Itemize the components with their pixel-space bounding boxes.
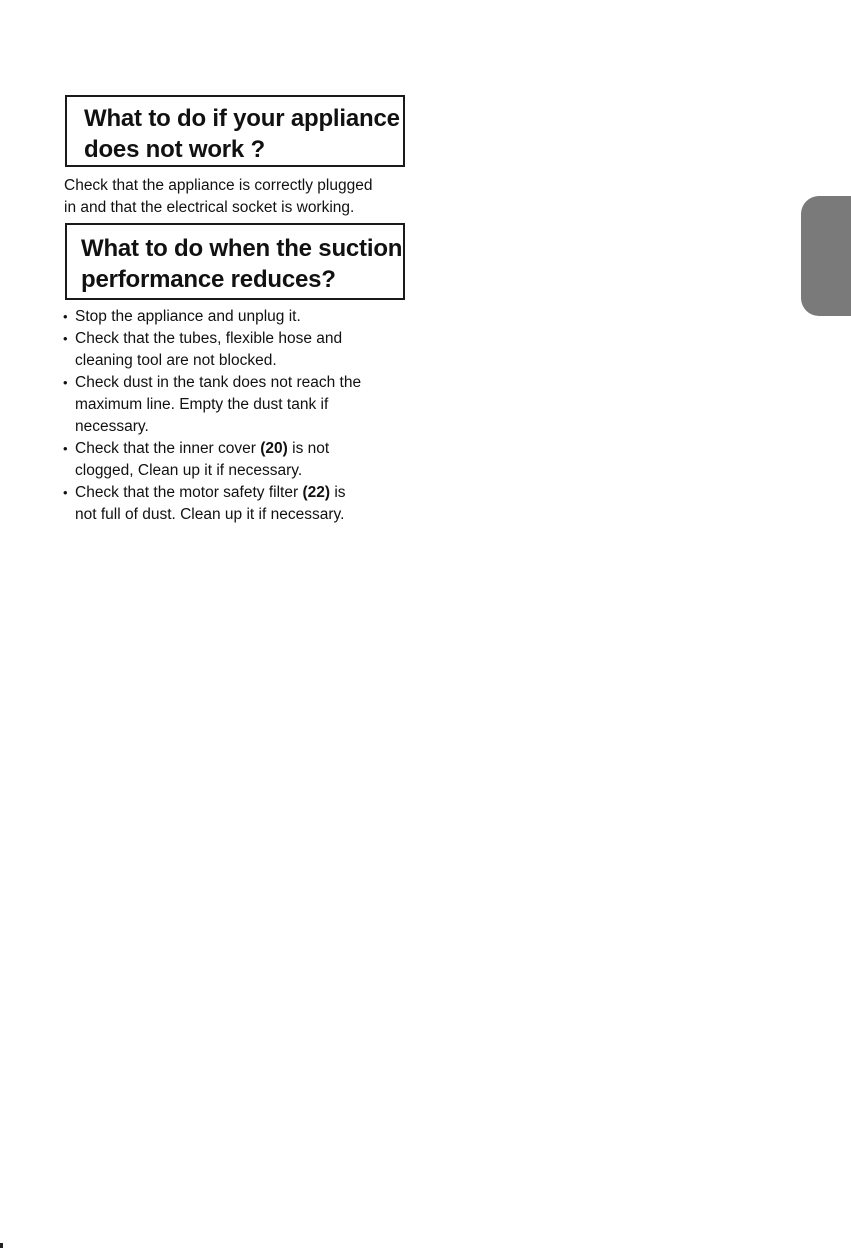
text-segment: is not [287, 440, 330, 457]
list-item-text: Check that the tubes, flexible hose and [75, 330, 343, 347]
list-item [63, 438, 423, 482]
heading-line: What to do when the suction [81, 235, 403, 262]
heading-line: What to do if your appliance [84, 105, 400, 132]
list-item-text: not full of dust. Clean up it if necessary. [75, 506, 345, 523]
heading-line: performance reduces? [81, 266, 336, 293]
list-item-text: clogged, Clean up it if necessary. [75, 462, 303, 479]
list-item [63, 372, 423, 438]
list-item [63, 328, 423, 372]
bullet-marker: • [63, 375, 68, 390]
text-segment: Check that the inner cover [75, 440, 261, 457]
list-item-text [75, 482, 423, 504]
list-item-text: necessary. [75, 418, 149, 435]
heading-box-not-working [65, 95, 405, 167]
text-segment: Check that the motor safety filter [75, 484, 303, 501]
part-reference: (22) [302, 484, 331, 501]
heading-line: does not work ? [84, 136, 266, 163]
paragraph-line: Check that the appliance is correctly plugged [64, 177, 373, 194]
bullet-marker: • [63, 331, 68, 346]
list-item [63, 482, 423, 526]
list-item-text: maximum line. Empty the dust tank if [75, 396, 329, 413]
paragraph-check-plug [64, 175, 414, 219]
list-item-text: cleaning tool are not blocked. [75, 352, 277, 369]
text-segment: is [330, 484, 346, 501]
crop-mark [0, 1243, 3, 1248]
bullet-marker: • [63, 441, 68, 456]
bullet-marker: • [63, 485, 68, 500]
list-item [63, 306, 423, 328]
heading-box-suction-reduces [65, 223, 405, 300]
list-item-text [75, 438, 423, 460]
bullet-marker: • [63, 309, 68, 324]
suction-checklist [63, 306, 423, 526]
paragraph-line: in and that the electrical socket is working. [64, 199, 355, 216]
list-item-text: Stop the appliance and unplug it. [75, 308, 301, 325]
part-reference: (20) [260, 440, 288, 457]
list-item-text: Check dust in the tank does not reach the [75, 374, 362, 391]
language-side-tab [801, 196, 851, 316]
